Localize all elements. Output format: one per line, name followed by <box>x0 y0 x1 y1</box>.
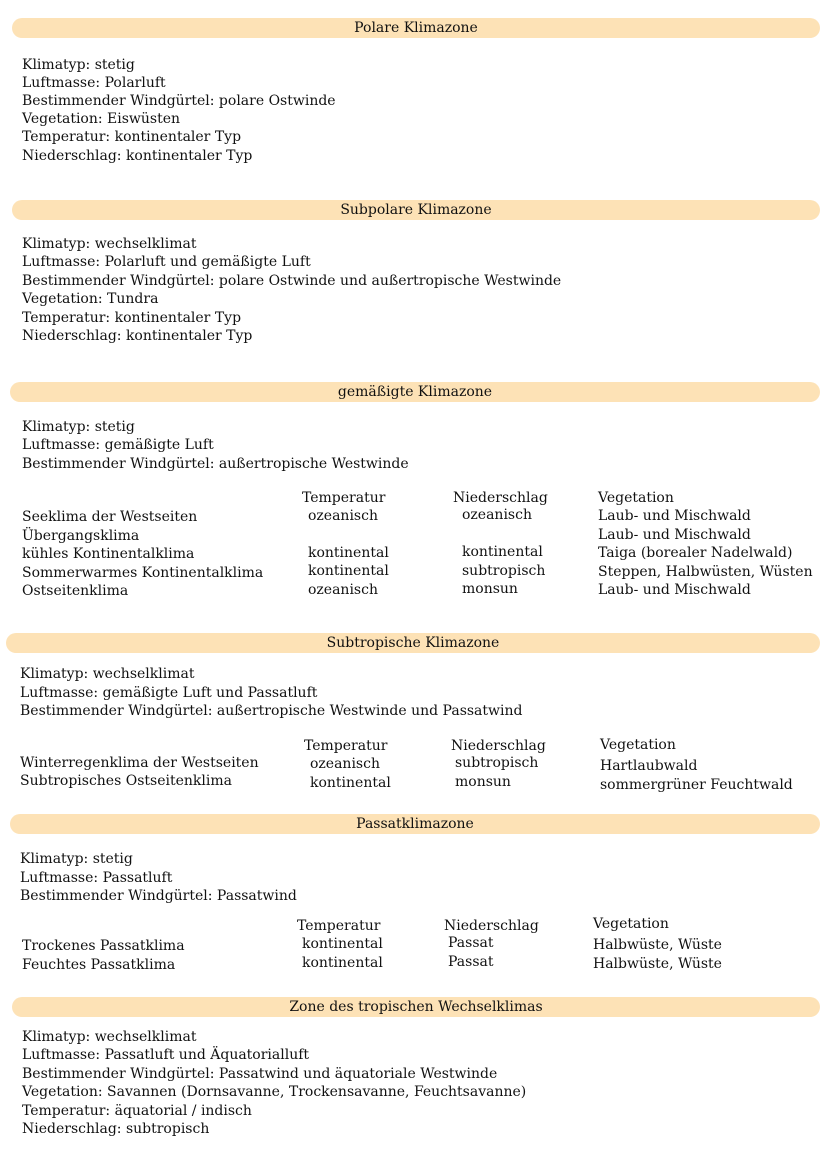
zone-line: Klimatyp: wechselklimat <box>22 236 197 252</box>
zone-line: Bestimmender Windgürtel: außertropische Westwinde und Passatwind <box>20 703 523 719</box>
table-cell-climate: Übergangsklima <box>22 528 140 544</box>
zone-line: Temperatur: kontinentaler Typ <box>22 310 242 326</box>
zone-header-tropical-alternating: Zone des tropischen Wechselklimas <box>12 997 820 1017</box>
table-header-temperature: Temperatur <box>297 918 381 934</box>
zone-line: Klimatyp: stetig <box>22 57 135 73</box>
zone-line: Luftmasse: Passatluft <box>20 870 173 886</box>
zone-header-trade-wind: Passatklimazone <box>10 814 820 834</box>
zone-line: Vegetation: Eiswüsten <box>22 111 181 127</box>
table-cell-precipitation: monsun <box>455 774 511 790</box>
zone-line: Klimatyp: wechselklimat <box>22 1029 197 1045</box>
table-cell-vegetation: sommergrüner Feuchtwald <box>600 777 793 793</box>
table-header-temperature: Temperatur <box>304 738 388 754</box>
zone-line: Bestimmender Windgürtel: polare Ostwinde <box>22 93 336 109</box>
table-header-vegetation: Vegetation <box>600 737 676 753</box>
table-cell-climate: Ostseitenklima <box>22 583 129 599</box>
table-cell-climate: Feuchtes Passatklima <box>22 957 176 973</box>
table-header-temperature: Temperatur <box>302 490 386 506</box>
table-cell-climate: Seeklima der Westseiten <box>22 509 198 525</box>
zone-line: Niederschlag: kontinentaler Typ <box>22 148 253 164</box>
zone-line: Luftmasse: Passatluft und Äquatorialluft <box>22 1047 310 1063</box>
table-cell-climate: Subtropisches Ostseitenklima <box>20 773 232 789</box>
table-cell-precipitation: subtropisch <box>455 755 539 771</box>
table-cell-temperature: kontinental <box>308 545 389 561</box>
zone-line: Bestimmender Windgürtel: außertropische Westwinde <box>22 456 409 472</box>
zone-header-subpolar: Subpolare Klimazone <box>12 200 820 220</box>
zone-line: Luftmasse: Polarluft <box>22 75 166 91</box>
table-header-precipitation: Niederschlag <box>453 490 548 506</box>
zone-line: Bestimmender Windgürtel: Passatwind <box>20 888 297 904</box>
table-cell-temperature: kontinental <box>310 775 391 791</box>
table-header-vegetation: Vegetation <box>593 916 669 932</box>
table-cell-climate: kühles Kontinentalklima <box>22 546 195 562</box>
table-cell-temperature: ozeanisch <box>308 508 378 524</box>
table-cell-vegetation: Halbwüste, Wüste <box>593 937 722 953</box>
table-cell-precipitation: ozeanisch <box>462 507 532 523</box>
zone-line: Klimatyp: wechselklimat <box>20 666 195 682</box>
table-cell-vegetation: Steppen, Halbwüsten, Wüsten <box>598 564 813 580</box>
zone-line: Luftmasse: Polarluft und gemäßigte Luft <box>22 254 311 270</box>
table-cell-precipitation: Passat <box>448 954 494 970</box>
table-cell-vegetation: Hartlaubwald <box>600 758 698 774</box>
table-cell-climate: Sommerwarmes Kontinentalklima <box>22 565 264 581</box>
zone-line: Vegetation: Tundra <box>22 291 159 307</box>
table-cell-precipitation: kontinental <box>462 544 543 560</box>
table-cell-temperature: kontinental <box>308 563 389 579</box>
zone-line: Temperatur: kontinentaler Typ <box>22 129 242 145</box>
table-header-precipitation: Niederschlag <box>451 738 546 754</box>
table-cell-temperature: kontinental <box>302 936 383 952</box>
table-cell-vegetation: Laub- und Mischwald <box>598 527 751 543</box>
zone-line: Niederschlag: kontinentaler Typ <box>22 328 253 344</box>
table-cell-temperature: kontinental <box>302 955 383 971</box>
table-cell-vegetation: Laub- und Mischwald <box>598 582 751 598</box>
table-header-vegetation: Vegetation <box>598 490 674 506</box>
zone-line: Bestimmender Windgürtel: Passatwind und äquatoriale Westwinde <box>22 1066 498 1082</box>
table-cell-climate: Trockenes Passatklima <box>22 938 185 954</box>
zone-header-temperate: gemäßigte Klimazone <box>10 382 820 402</box>
zone-line: Bestimmender Windgürtel: polare Ostwinde und außertropische Westwinde <box>22 273 562 289</box>
table-cell-precipitation: subtropisch <box>462 563 546 579</box>
zone-line: Temperatur: äquatorial / indisch <box>22 1103 252 1119</box>
zone-line: Niederschlag: subtropisch <box>22 1121 210 1137</box>
table-cell-vegetation: Halbwüste, Wüste <box>593 956 722 972</box>
zone-line: Klimatyp: stetig <box>20 851 133 867</box>
table-cell-temperature: ozeanisch <box>308 582 378 598</box>
table-cell-temperature: ozeanisch <box>310 756 380 772</box>
table-cell-vegetation: Laub- und Mischwald <box>598 508 751 524</box>
zone-header-polar: Polare Klimazone <box>12 18 820 38</box>
zone-line: Klimatyp: stetig <box>22 419 135 435</box>
table-cell-precipitation: Passat <box>448 935 494 951</box>
table-header-precipitation: Niederschlag <box>444 918 539 934</box>
table-cell-climate: Winterregenklima der Westseiten <box>20 755 259 771</box>
zone-line: Vegetation: Savannen (Dornsavanne, Trockensavanne, Feuchtsavanne) <box>22 1084 527 1100</box>
table-cell-vegetation: Taiga (borealer Nadelwald) <box>598 545 793 561</box>
zone-line: Luftmasse: gemäßigte Luft und Passatluft <box>20 685 318 701</box>
table-cell-precipitation: monsun <box>462 581 518 597</box>
zone-line: Luftmasse: gemäßigte Luft <box>22 437 214 453</box>
zone-header-subtropical: Subtropische Klimazone <box>6 633 820 653</box>
